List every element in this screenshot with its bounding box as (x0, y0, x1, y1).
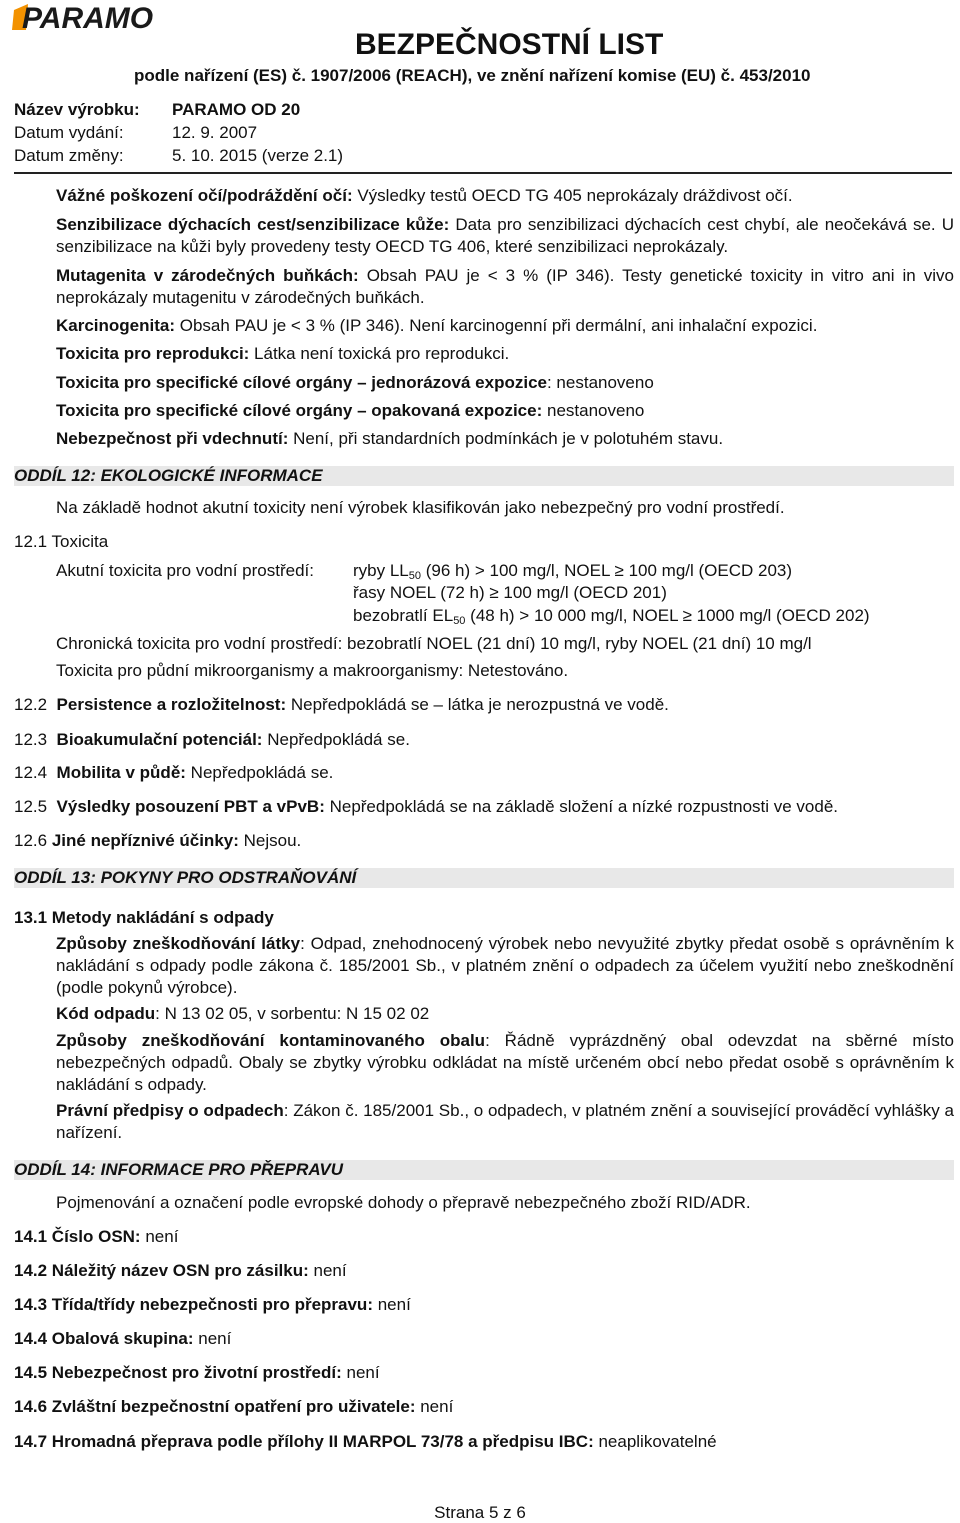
section-13-heading: ODDÍL 13: POKYNY PRO ODSTRAŇOVÁNÍ (14, 868, 954, 888)
subsection-12-2: 12.2 Persistence a rozložitelnost: Nepředpokládá se – látka je nerozpustná ve vodě. (14, 695, 669, 714)
subsection-12-5: 12.5 Výsledky posouzení PBT a vPvB: Nepředpokládá se na základě složení a nízké rozpustnosti ve vodě. (14, 797, 839, 816)
waste-code: Kód odpadu: N 13 02 05, v sorbentu: N 15 02 02 (56, 1004, 430, 1023)
subsection-14-6: 14.6 Zvláštní bezpečnostní opatření pro uživatele: není (14, 1397, 454, 1416)
soil-toxicity: Toxicita pro půdní mikroorganismy a makroorganismy: Netestováno. (56, 661, 569, 680)
issued-date-row: Datum vydání: 12. 9. 2007 (14, 123, 258, 142)
waste-legislation: Právní předpisy o odpadech: Zákon č. 185/2001 Sb., o odpadech, v platném znění a související prováděcí vyhlášky a nařízení. (56, 1101, 954, 1142)
subsection-14-7: 14.7 Hromadná přeprava podle přílohy II MARPOL 73/78 a předpisu IBC: neaplikovatelné (14, 1432, 717, 1451)
page-number: Strana 5 z 6 (434, 1503, 526, 1522)
reproductive-toxicity: Toxicita pro reprodukci: Látka není toxická pro reprodukci. (56, 344, 510, 363)
product-name-row: Název výrobku: PARAMO OD 20 (14, 100, 301, 119)
mutagenicity: Mutagenita v zárodečných buňkách: Obsah PAU je < 3 % (IP 346). Testy genetické toxicity in vitro ani in vivo neprokázaly mutagenitu v zárodečných buňkách. (56, 266, 954, 307)
acute-algae: řasy NOEL (72 h) ≥ 100 mg/l (OECD 201) (353, 583, 667, 602)
subsection-14-1: 14.1 Číslo OSN: není (14, 1227, 179, 1246)
document-title: BEZPEČNOSTNÍ LIST (355, 28, 664, 61)
aspiration-hazard: Nebezpečnost při vdechnutí: Není, při standardních podmínkách je v polotuhém stavu. (56, 429, 724, 448)
stot-repeated: Toxicita pro specifické cílové orgány – opakovaná expozice: nestanoveno (56, 401, 645, 420)
subsection-13-1: 13.1 Metody nakládání s odpady (14, 908, 274, 927)
changed-date-row: Datum změny: 5. 10. 2015 (verze 2.1) (14, 146, 344, 165)
svg-text:PARAMO: PARAMO (22, 2, 154, 34)
subsection-14-3: 14.3 Třída/třídy nebezpečnosti pro přepravu: není (14, 1295, 411, 1314)
acute-toxicity-label: Akutní toxicita pro vodní prostředí: (56, 561, 314, 580)
subsection-12-1: 12.1 Toxicita (14, 532, 109, 551)
carcinogenicity: Karcinogenita: Obsah PAU je < 3 % (IP 346). Není karcinogenní při dermální, ani inhalační expozici. (56, 316, 818, 335)
subsection-14-2: 14.2 Náležitý název OSN pro zásilku: není (14, 1261, 347, 1280)
subsection-14-5: 14.5 Nebezpečnost pro životní prostředí: není (14, 1363, 380, 1382)
acute-fish: ryby $LL_{50}$ (96 h) > 100 mg/l, NOEL ≥ 100 mg/l (OECD 203) (353, 561, 793, 582)
section-12-intro: Na základě hodnot akutní toxicity není výrobek klasifikován jako nebezpečný pro vodní prostředí. (56, 498, 785, 517)
section-12-heading: ODDÍL 12: EKOLOGICKÉ INFORMACE (14, 466, 954, 486)
document-subtitle: podle nařízení (ES) č. 1907/2006 (REACH), ve znění nařízení komise (EU) č. 453/2010 (134, 66, 811, 85)
stot-single: Toxicita pro specifické cílové orgány – jednorázová expozice: nestanoveno (56, 373, 654, 392)
subsection-12-6: 12.6 Jiné nepříznivé účinky: Nejsou. (14, 831, 302, 850)
paramo-logo (12, 0, 212, 34)
chronic-toxicity: Chronická toxicita pro vodní prostředí: bezobratlí NOEL (21 dní) 10 mg/l, ryby NOEL (21 dní) 10 mg/l (56, 634, 812, 653)
subsection-12-4: 12.4 Mobilita v půdě: Nepředpokládá se. (14, 763, 334, 782)
sensitization: Senzibilizace dýchacích cest/senzibilizace kůže: Data pro senzibilizaci dýchacích cest chybí, ale neočekává se. U senzibilizace na kůži byly provedeny testy OECD TG 406, které senzibilizaci neprokázaly. (56, 215, 954, 256)
disposal-packaging: Způsoby zneškodňování kontaminovaného obalu: Řádně vyprázdněný obal odevzdat na sběrné místo nebezpečných odpadů. Obaly se zbytky výrobku odkládat na místě určeném obcí nebo předat osobě s oprávněním k nakládání s odpady. (56, 1031, 954, 1094)
subsection-12-3: 12.3 Bioakumulační potenciál: Nepředpokládá se. (14, 730, 410, 749)
section-14-intro: Pojmenování a označení podle evropské dohody o přepravě nebezpečného zboží RID/ADR. (56, 1193, 751, 1212)
header-divider (14, 172, 952, 174)
acute-invertebrates: bezobratlí $EL_{50}$ (48 h) > 10 000 mg/l, NOEL ≥ 1000 mg/l (OECD 202) (353, 606, 870, 627)
section-14-heading: ODDÍL 14: INFORMACE PRO PŘEPRAVU (14, 1160, 954, 1180)
disposal-substance: Způsoby zneškodňování látky: Odpad, znehodnocený výrobek nebo nevyužité zbytky předat osobě s oprávněním k nakládání s odpady podle zákona č. 185/2001 Sb., v platném znění o odpadech za účelem využití nebo zneškodnění (podle pokynů výrobce). (56, 934, 954, 997)
eye-irritation: Vážné poškození očí/podráždění očí: Výsledky testů OECD TG 405 neprokázaly dráždivost očí. (56, 186, 793, 205)
subsection-14-4: 14.4 Obalová skupina: není (14, 1329, 232, 1348)
